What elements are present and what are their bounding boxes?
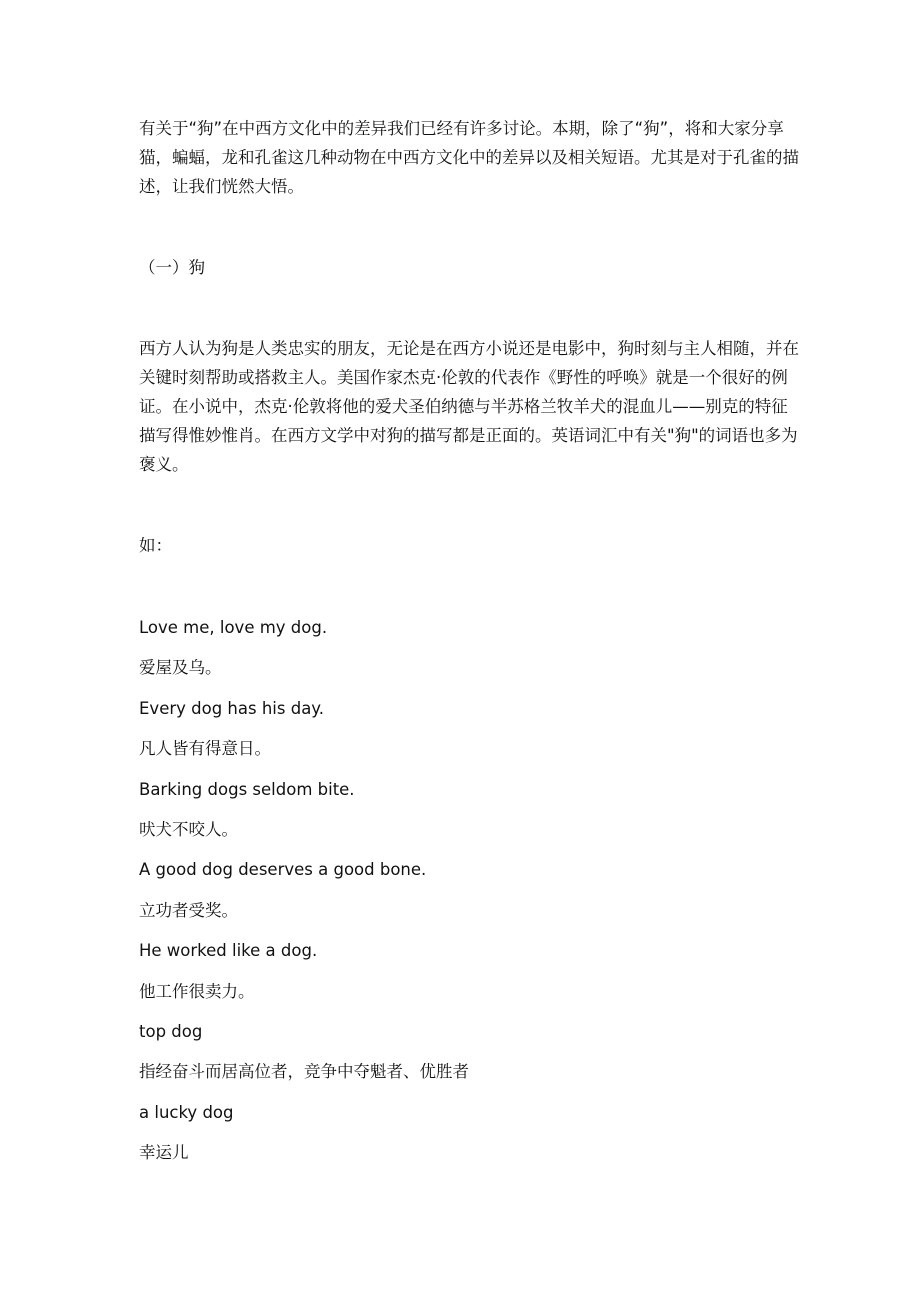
phrase-list: [139, 608, 799, 1173]
phrase-translation: 凡人皆有得意日。: [139, 739, 271, 759]
phrase-line: a lucky dog: [139, 1102, 234, 1122]
phrase-translation: 吠犬不咬人。: [139, 819, 238, 839]
phrase-translation: 立功者受奖。: [139, 900, 238, 920]
phrase-translation: 幸运儿: [139, 1143, 189, 1163]
example-label: 如：: [139, 536, 172, 555]
section-heading-dog: （一）狗: [139, 258, 205, 277]
phrase-line: A good dog deserves a good bone.: [139, 860, 427, 880]
phrase-translation: 指经奋斗而居高位者，竞争中夺魁者、优胜者: [139, 1062, 469, 1082]
phrase-line: Every dog has his day.: [139, 698, 324, 718]
section-body-paragraph: 西方人认为狗是人类忠实的朋友，无论是在西方小说还是电影中，狗时刻与主人相随，并在关键时刻帮助或搭救主人。美国作家杰克·伦敦的代表作《野性的呼唤》就是一个很好的例证。在小说中，杰克·伦敦将他的爱犬圣伯纳德与半苏格兰牧羊犬的混血儿——别克的特征描写得惟妙惟肖。在西方文学中对狗的描写都是正面的。英语词汇中有关"狗"的词语也多为褒义。: [139, 339, 799, 474]
phrase-line: He worked like a dog.: [139, 941, 318, 961]
phrase-line: Love me, love my dog.: [139, 618, 328, 637]
document-page: [139, 114, 799, 1173]
phrase-translation: 他工作很卖力。: [139, 981, 255, 1001]
phrase-translation: 爱屋及乌。: [139, 658, 222, 678]
phrase-line: Barking dogs seldom bite.: [139, 779, 355, 799]
phrase-line: top dog: [139, 1021, 203, 1041]
intro-paragraph: 有关于“狗”在中西方文化中的差异我们已经有许多讨论。本期，除了“狗”，将和大家分享猫，蝙蝠，龙和孔雀这几种动物在中西方文化中的差异以及相关短语。尤其是对于孔雀的描述，让我们恍然大悟。: [139, 119, 799, 196]
